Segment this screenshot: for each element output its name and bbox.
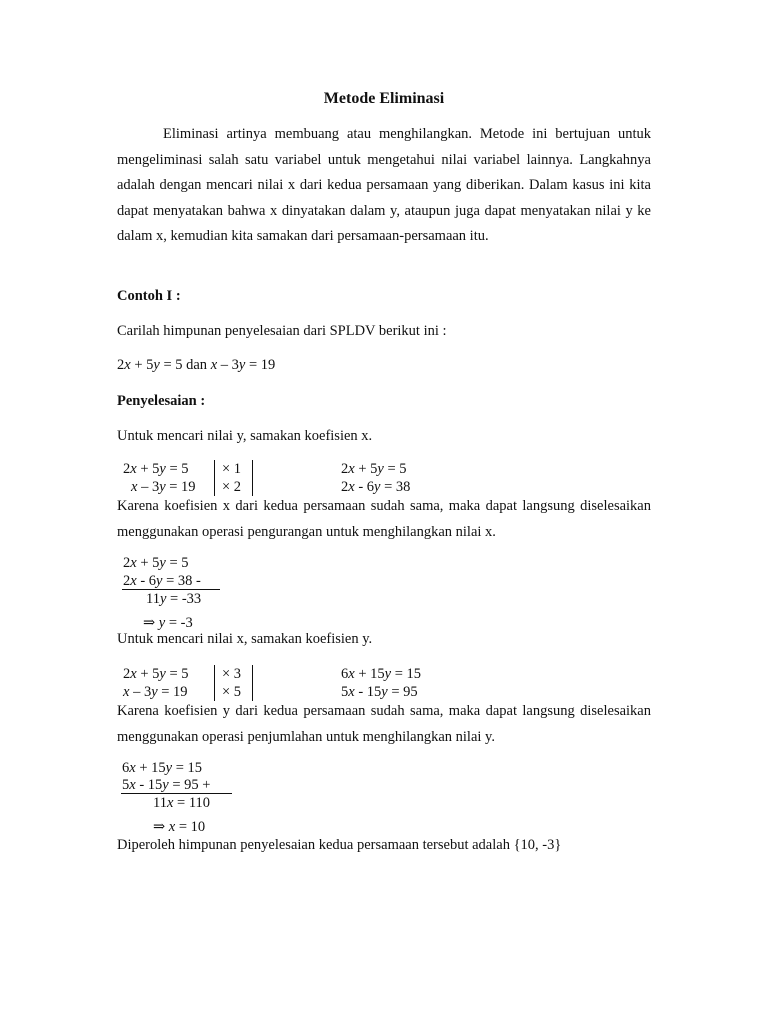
step2-mult-1: × 3	[222, 666, 242, 682]
example-heading: Contoh I :	[117, 288, 181, 304]
step1-mult-2: × 2	[222, 479, 242, 495]
step1-left-eq-2: x – 3y = 19	[131, 479, 196, 495]
equation-system: 2x + 5y = 5 dan x – 3y = 19	[117, 357, 276, 373]
step2-calc-3: 11x = 110	[153, 795, 211, 811]
step2-calc-line	[121, 793, 232, 794]
step1-bar-left	[214, 460, 215, 496]
solution-heading: Penyelesaian :	[117, 393, 206, 409]
step2-result: ⇒ x = 10	[153, 819, 206, 835]
step2-bar-left	[214, 665, 215, 701]
document-title: Metode Eliminasi	[323, 90, 445, 107]
question-text: Carilah himpunan penyelesaian dari SPLDV berikut ini :	[117, 323, 447, 339]
step1-calc-1: 2x + 5y = 5	[123, 555, 189, 571]
step2-calc-2: 5x - 15y = 95 +	[122, 777, 211, 793]
step2-right-eq-2: 5x - 15y = 95	[341, 684, 418, 700]
step1-left-eq-1: 2x + 5y = 5	[123, 461, 189, 477]
step1-calc-2: 2x - 6y = 38 -	[123, 573, 201, 589]
step1-bar-right	[252, 460, 253, 496]
step2-intro: Untuk mencari nilai x, samakan koefisien y.	[117, 631, 373, 647]
intro-paragraph	[117, 122, 651, 250]
step2-explanation: Karena koefisien y dari kedua persamaan sudah sama, maka dapat langsung diselesaikan menggunakan operasi penjumlahan untuk menghilangkan nilai y.	[117, 703, 651, 745]
step2-left-eq-1: 2x + 5y = 5	[123, 666, 189, 682]
step2-mult-2: × 5	[222, 684, 242, 700]
step2-calc-1: 6x + 15y = 15	[122, 760, 202, 776]
step2-bar-right	[252, 665, 253, 701]
step1-calc-3: 11y = -33	[146, 591, 202, 607]
step2-right-eq-1: 6x + 15y = 15	[341, 666, 421, 682]
step1-mult-1: × 1	[222, 461, 242, 477]
step2-left-eq-2: x – 3y = 19	[123, 684, 188, 700]
step1-right-eq-1: 2x + 5y = 5	[341, 461, 407, 477]
intro-text: Eliminasi artinya membuang atau menghilangkan. Metode ini bertujuan untuk mengeliminasi salah satu variabel untuk mengetahui nilai variabel lainnya. Langkahnya adalah dengan mencari nilai x dari kedua persamaan yang diberikan. Dalam kasus ini kita dapat menyatakan bahwa x dinyatakan dalam y, ataupun juga dapat menyatakan nilai y ke dalam x, kemudian kita samakan dari persamaan-persamaan itu.	[117, 126, 651, 245]
step1-right-eq-2: 2x - 6y = 38	[341, 479, 411, 495]
step1-explanation: Karena koefisien x dari kedua persamaan sudah sama, maka dapat langsung diselesaikan menggunakan operasi pengurangan untuk menghilangkan nilai x.	[117, 498, 651, 540]
step1-intro: Untuk mencari nilai y, samakan koefisien x.	[117, 428, 373, 444]
step1-result: ⇒ y = -3	[143, 615, 193, 631]
conclusion-text: Diperoleh himpunan penyelesaian kedua persamaan tersebut adalah {10, -3}	[117, 837, 562, 853]
step1-calc-line	[122, 589, 220, 590]
